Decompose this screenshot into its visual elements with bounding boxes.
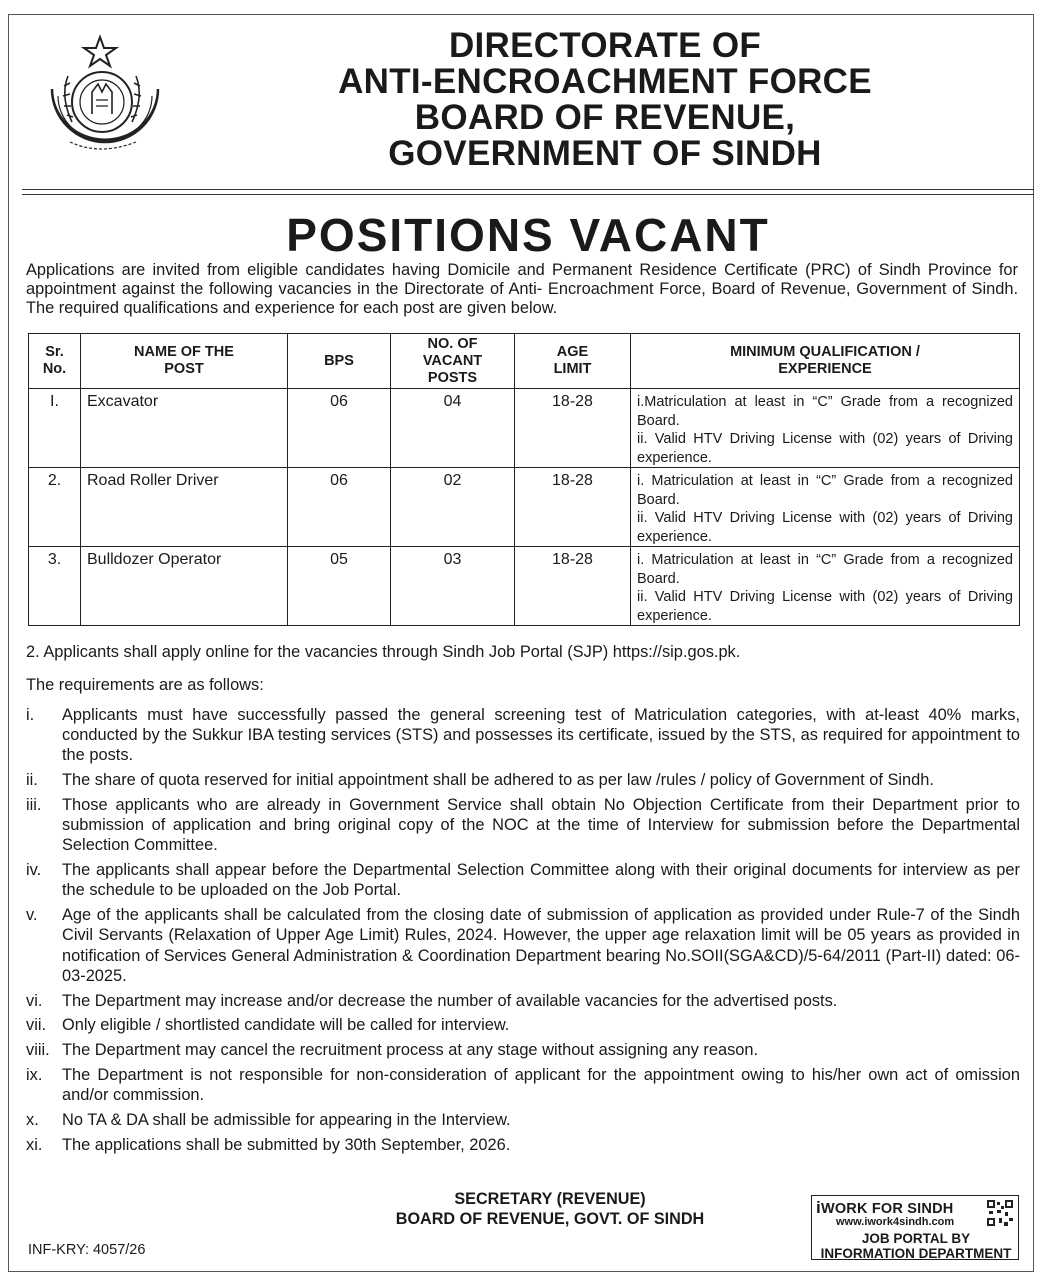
qualification-line: ii. Valid HTV Driving License with (02) years of Driving experience. [637,510,1013,545]
cell-vacant: 04 [391,389,515,468]
qualification-line: i. Matriculation at least in “C” Grade from a recognized Board. [637,552,1013,587]
qualification-line: i. Matriculation at least in “C” Grade from a recognized Board. [637,473,1013,508]
cell-vacant: 02 [391,468,515,547]
item-number: v. [26,906,38,925]
header-qualification: MINIMUM QUALIFICATION / EXPERIENCE [631,334,1020,389]
cell-age: 18-28 [515,389,631,468]
list-item [26,905,1020,986]
table-row [29,389,1020,468]
item-text: No TA & DA shall be admissible for appearing in the Interview. [62,1111,511,1129]
portal-website: www.iwork4sindh.com [836,1216,955,1228]
list-item [26,1040,1020,1060]
header-line: DIRECTORATE OF [448,26,762,65]
item-text: The Department may increase and/or decrease the number of available vacancies for the advertised posts. [62,991,838,1010]
item-text: Only eligible / shortlisted candidate will be called for interview. [62,1016,510,1035]
cell-bps: 06 [288,468,391,547]
cell-post: Excavator [81,389,288,468]
item-text: Age of the applicants shall be calculated from the closing date of submission of application as provided under Rule-7 of the Sindh Civil Servants (Relaxation of Upper Age Limit) Rules, 2024. However, the upper age relaxation limit will be 05 years as provided in notification of Services General Administration & Coordination Department bearing No.SOII(SGA&CD)/5-64/2011 (Part-II) dated: 06-03-2025. [62,906,1020,985]
reference-number: INF-KRY: 4057/26 [28,1242,146,1258]
qualification-line: ii. Valid HTV Driving License with (02) years of Driving experience. [637,431,1013,466]
item-text: The Department may cancel the recruitment process at any stage without assigning any reason. [62,1041,759,1060]
list-item [26,991,1020,1011]
cell-qualification [631,468,1020,547]
signatory-office: BOARD OF REVENUE, GOVT. OF SINDH [395,1210,705,1228]
header-sr-no: Sr. No. [29,334,81,389]
cell-sr: 3. [29,547,81,626]
directorate-header [300,28,910,172]
item-number: ix. [26,1066,43,1084]
divider [22,194,1034,195]
table-row [29,468,1020,547]
table-header-row [29,334,1020,389]
header-line: BOARD OF REVENUE, [414,98,796,137]
item-number: xi. [26,1135,43,1154]
item-number: x. [26,1111,39,1129]
header-bps: BPS [288,334,391,389]
item-number: vi. [26,991,43,1010]
sindh-government-emblem-icon [30,34,175,174]
portal-line: JOB PORTAL BY [861,1231,971,1246]
cell-bps: 05 [288,547,391,626]
requirements-list [26,705,1020,1160]
cell-sr: I. [29,389,81,468]
cell-post: Bulldozer Operator [81,547,288,626]
header-vacant-posts: NO. OF VACANT POSTS [391,334,515,389]
page-title: POSITIONS VACANT [286,209,770,261]
list-item [26,1135,1020,1155]
list-item [26,795,1020,856]
list-item [26,770,1020,790]
qualification-line: ii. Valid HTV Driving License with (02) years of Driving experience. [637,589,1013,624]
item-number: vii. [26,1016,47,1035]
divider [22,189,1034,190]
portal-line: INFORMATION DEPARTMENT [820,1246,1012,1261]
cell-bps: 06 [288,389,391,468]
cell-post: Road Roller Driver [81,468,288,547]
item-number: i. [26,706,35,724]
item-number: iii. [26,796,42,814]
cell-qualification [631,389,1020,468]
qualification-line: i.Matriculation at least in “C” Grade from a recognized Board. [637,394,1013,429]
signature-block [300,1189,800,1229]
header-line: ANTI-ENCROACHMENT FORCE [338,62,872,101]
cell-vacant: 03 [391,547,515,626]
requirements-heading: The requirements are as follows: [26,676,264,694]
intro-paragraph: Applications are invited from eligible candidates having Domicile and Permanent Residence Certificate (PRC) of Sindh Province for appointment against the following vacancies in the Directorate of Anti- Encroachment Force, Board of Revenue, Government of Sindh. The required qualifications and experience for each post are given below. [26,261,1018,318]
list-item [26,1065,1020,1105]
item-text: Those applicants who are already in Government Service shall obtain No Objection Certificate from their Department prior to submission of application and bring original copy of the NOC at the time of Interview for submission before the Departmental Selection Committee. [62,796,1020,855]
table-row [29,547,1020,626]
list-item [26,705,1020,766]
item-number: ii. [26,771,38,790]
list-item [26,1110,1020,1130]
i-letter-icon: i [816,1198,821,1217]
portal-credit [812,1231,1020,1261]
portal-brand: iWORK FOR SINDH [816,1198,954,1217]
header-line: GOVERNMENT OF SINDH [388,134,822,173]
item-number: viii. [26,1041,50,1060]
item-text: The share of quota reserved for initial appointment shall be adhered to as per law /rules / policy of Government of Sindh. [62,771,934,790]
item-number: iv. [26,861,42,880]
vacancy-table [28,333,1020,626]
cell-age: 18-28 [515,468,631,547]
list-item [26,1015,1020,1035]
signatory-title: SECRETARY (REVENUE) [454,1190,646,1208]
item-text: Applicants must have successfully passed the general screening test of Matriculation categories, with at-least 40% marks, conducted by the Sukkur IBA testing services (STS) and possesses its certificate, issued by the STS, as required for appointment to the posts. [62,706,1020,765]
job-portal-box [811,1195,1019,1260]
cell-age: 18-28 [515,547,631,626]
apply-online-line: 2. Applicants shall apply online for the vacancies through Sindh Job Portal (SJP) https://sip.gos.pk. [26,643,741,661]
cell-qualification [631,547,1020,626]
item-text: The Department is not responsible for non-consideration of applicant for the appointment owing to his/her own act of omission and/or commission. [62,1066,1020,1105]
header-age-limit: AGE LIMIT [515,334,631,389]
header-post-name: NAME OF THE POST [81,334,288,389]
item-text: The applications shall be submitted by 30th September, 2026. [62,1135,511,1154]
item-text: The applicants shall appear before the Departmental Selection Committee along with their original documents for interview as per the schedule to be uploaded on the Job Portal. [62,861,1020,900]
qr-code-icon [987,1200,1013,1226]
cell-sr: 2. [29,468,81,547]
list-item [26,860,1020,900]
